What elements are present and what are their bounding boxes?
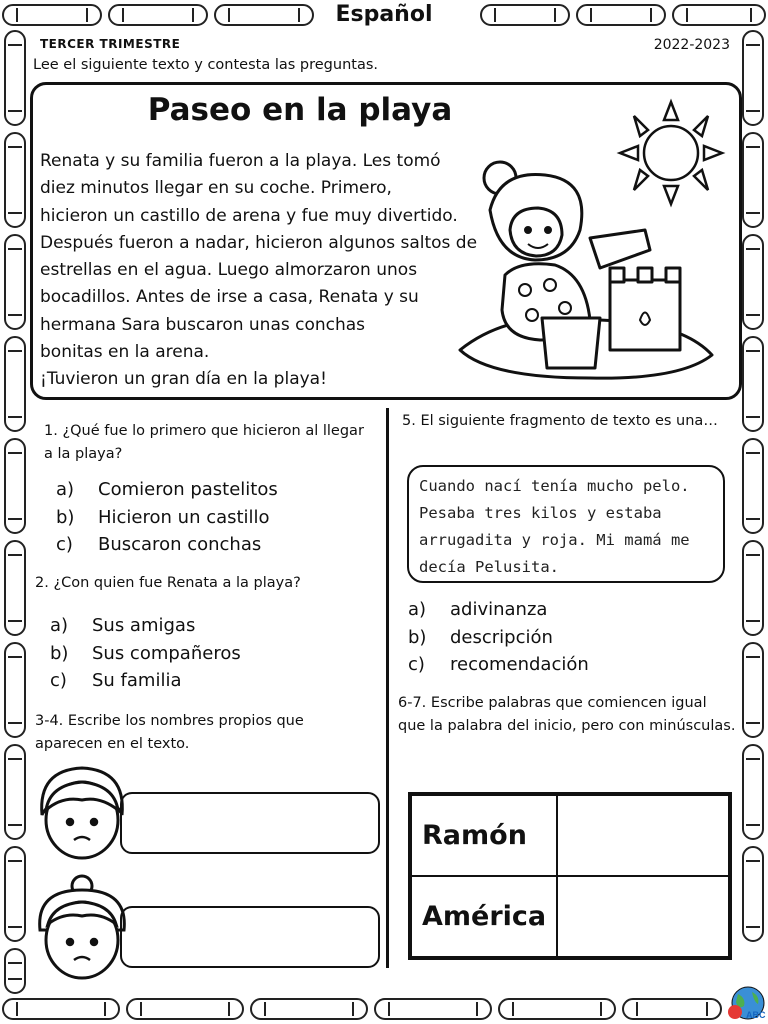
option-item[interactable] (56, 476, 376, 504)
abc-globe-logo (726, 984, 766, 1022)
pencil-decoration (4, 540, 26, 636)
column-divider (386, 408, 389, 968)
option-letter: a) (56, 479, 75, 500)
pencil-decoration (498, 998, 616, 1020)
option-text: descripción (450, 626, 553, 648)
option-text: Buscaron conchas (98, 534, 262, 555)
answer-cell[interactable] (557, 876, 729, 957)
option-letter: c) (408, 654, 425, 675)
subject-title: Español (335, 2, 433, 27)
option-letter: a) (50, 615, 69, 636)
name-answer-box[interactable] (120, 906, 380, 968)
option-text: adivinanza (450, 599, 548, 620)
name-answer-box[interactable] (120, 792, 380, 854)
pencil-decoration (742, 846, 764, 942)
option-item[interactable] (408, 596, 728, 624)
pencil-decoration (4, 132, 26, 228)
option-letter: c) (56, 534, 73, 555)
table-row (411, 795, 729, 876)
option-letter: c) (50, 670, 67, 691)
option-item[interactable] (408, 651, 728, 679)
pencil-decoration (4, 336, 26, 432)
story-title: Paseo en la playa (147, 92, 453, 128)
option-item[interactable] (50, 667, 370, 695)
option-item[interactable] (50, 612, 370, 640)
story-line: diez minutos llegar en su coche. Primero, (40, 178, 392, 199)
option-text: Comieron pastelitos (98, 479, 278, 500)
instructions: Lee el siguiente texto y contesta las preguntas. (33, 57, 378, 73)
pencil-decoration (126, 998, 244, 1020)
option-letter: b) (50, 642, 69, 664)
start-word: América (411, 876, 557, 957)
girl-sandcastle-illustration (450, 150, 720, 390)
term-label: TERCER TRIMESTRE (40, 37, 181, 51)
option-text: Hicieron un castillo (98, 506, 270, 528)
question-1: 1. ¿Qué fue lo primero que hicieron al llegar a la playa? (44, 423, 364, 462)
story-line: hermana Sara buscaron unas conchas (40, 314, 366, 335)
option-letter: a) (408, 599, 427, 620)
pencil-decoration (742, 336, 764, 432)
pencil-decoration (2, 998, 120, 1020)
story-line: estrellas en el agua. Luego almorzaron unos (40, 260, 418, 281)
option-item[interactable] (56, 504, 376, 532)
start-word: Ramón (411, 795, 557, 876)
pencil-decoration (250, 998, 368, 1020)
pencil-decoration (742, 438, 764, 534)
question-5: 5. El siguiente fragmento de texto es una… (402, 413, 718, 429)
option-letter: b) (56, 506, 75, 528)
logo-text: ABC (746, 1010, 766, 1020)
question-6-7: 6-7. Escribe palabras que comiencen igual que la palabra del inicio, pero con minúsculas. (398, 695, 736, 734)
pencil-decoration (4, 30, 26, 126)
option-text: Su familia (92, 670, 182, 691)
question-2: 2. ¿Con quien fue Renata a la playa? (35, 575, 301, 591)
option-text: Sus amigas (92, 615, 196, 636)
text-fragment: Cuando nací tenía mucho pelo. Pesaba tres kilos y estaba arrugadita y roja. Mi mamá me decía Pelusita. (407, 465, 725, 583)
word-table (408, 792, 732, 960)
pencil-decoration (742, 234, 764, 330)
pencil-decoration (4, 846, 26, 942)
pencil-decoration (742, 30, 764, 126)
story-line: bonitas en la arena. (40, 342, 210, 363)
question-5-options (408, 596, 728, 679)
pencil-decoration (4, 234, 26, 330)
pencil-decoration (742, 642, 764, 738)
pencil-decoration (742, 540, 764, 636)
story-line: Después fueron a nadar, hicieron algunos saltos de (40, 232, 478, 253)
option-text: Sus compañeros (92, 642, 241, 664)
pencil-decoration (4, 642, 26, 738)
pencil-decoration (4, 744, 26, 840)
story-line: hicieron un castillo de arena y fue muy divertido. (40, 205, 458, 226)
story-line: Renata y su familia fueron a la playa. Les tomó (40, 151, 441, 171)
pencil-decoration (4, 438, 26, 534)
pencil-decoration (374, 998, 492, 1020)
option-item[interactable] (408, 624, 728, 652)
school-year: 2022-2023 (653, 37, 730, 53)
pencil-decoration (622, 998, 722, 1020)
story-line: bocadillos. Antes de irse a casa, Renata y su (40, 287, 419, 308)
table-row (411, 876, 729, 957)
question-1-options (56, 476, 376, 559)
story-line: ¡Tuvieron un gran día en la playa! (40, 369, 327, 390)
option-item[interactable] (50, 640, 370, 668)
question-2-options (50, 612, 370, 695)
question-3-4: 3-4. Escribe los nombres propios que aparecen en el texto. (35, 713, 304, 752)
option-text: recomendación (450, 654, 589, 675)
pencil-decoration (742, 132, 764, 228)
pencil-decoration (4, 948, 26, 994)
pencil-decoration (742, 744, 764, 840)
option-item[interactable] (56, 531, 376, 559)
option-letter: b) (408, 626, 427, 648)
answer-cell[interactable] (557, 795, 729, 876)
